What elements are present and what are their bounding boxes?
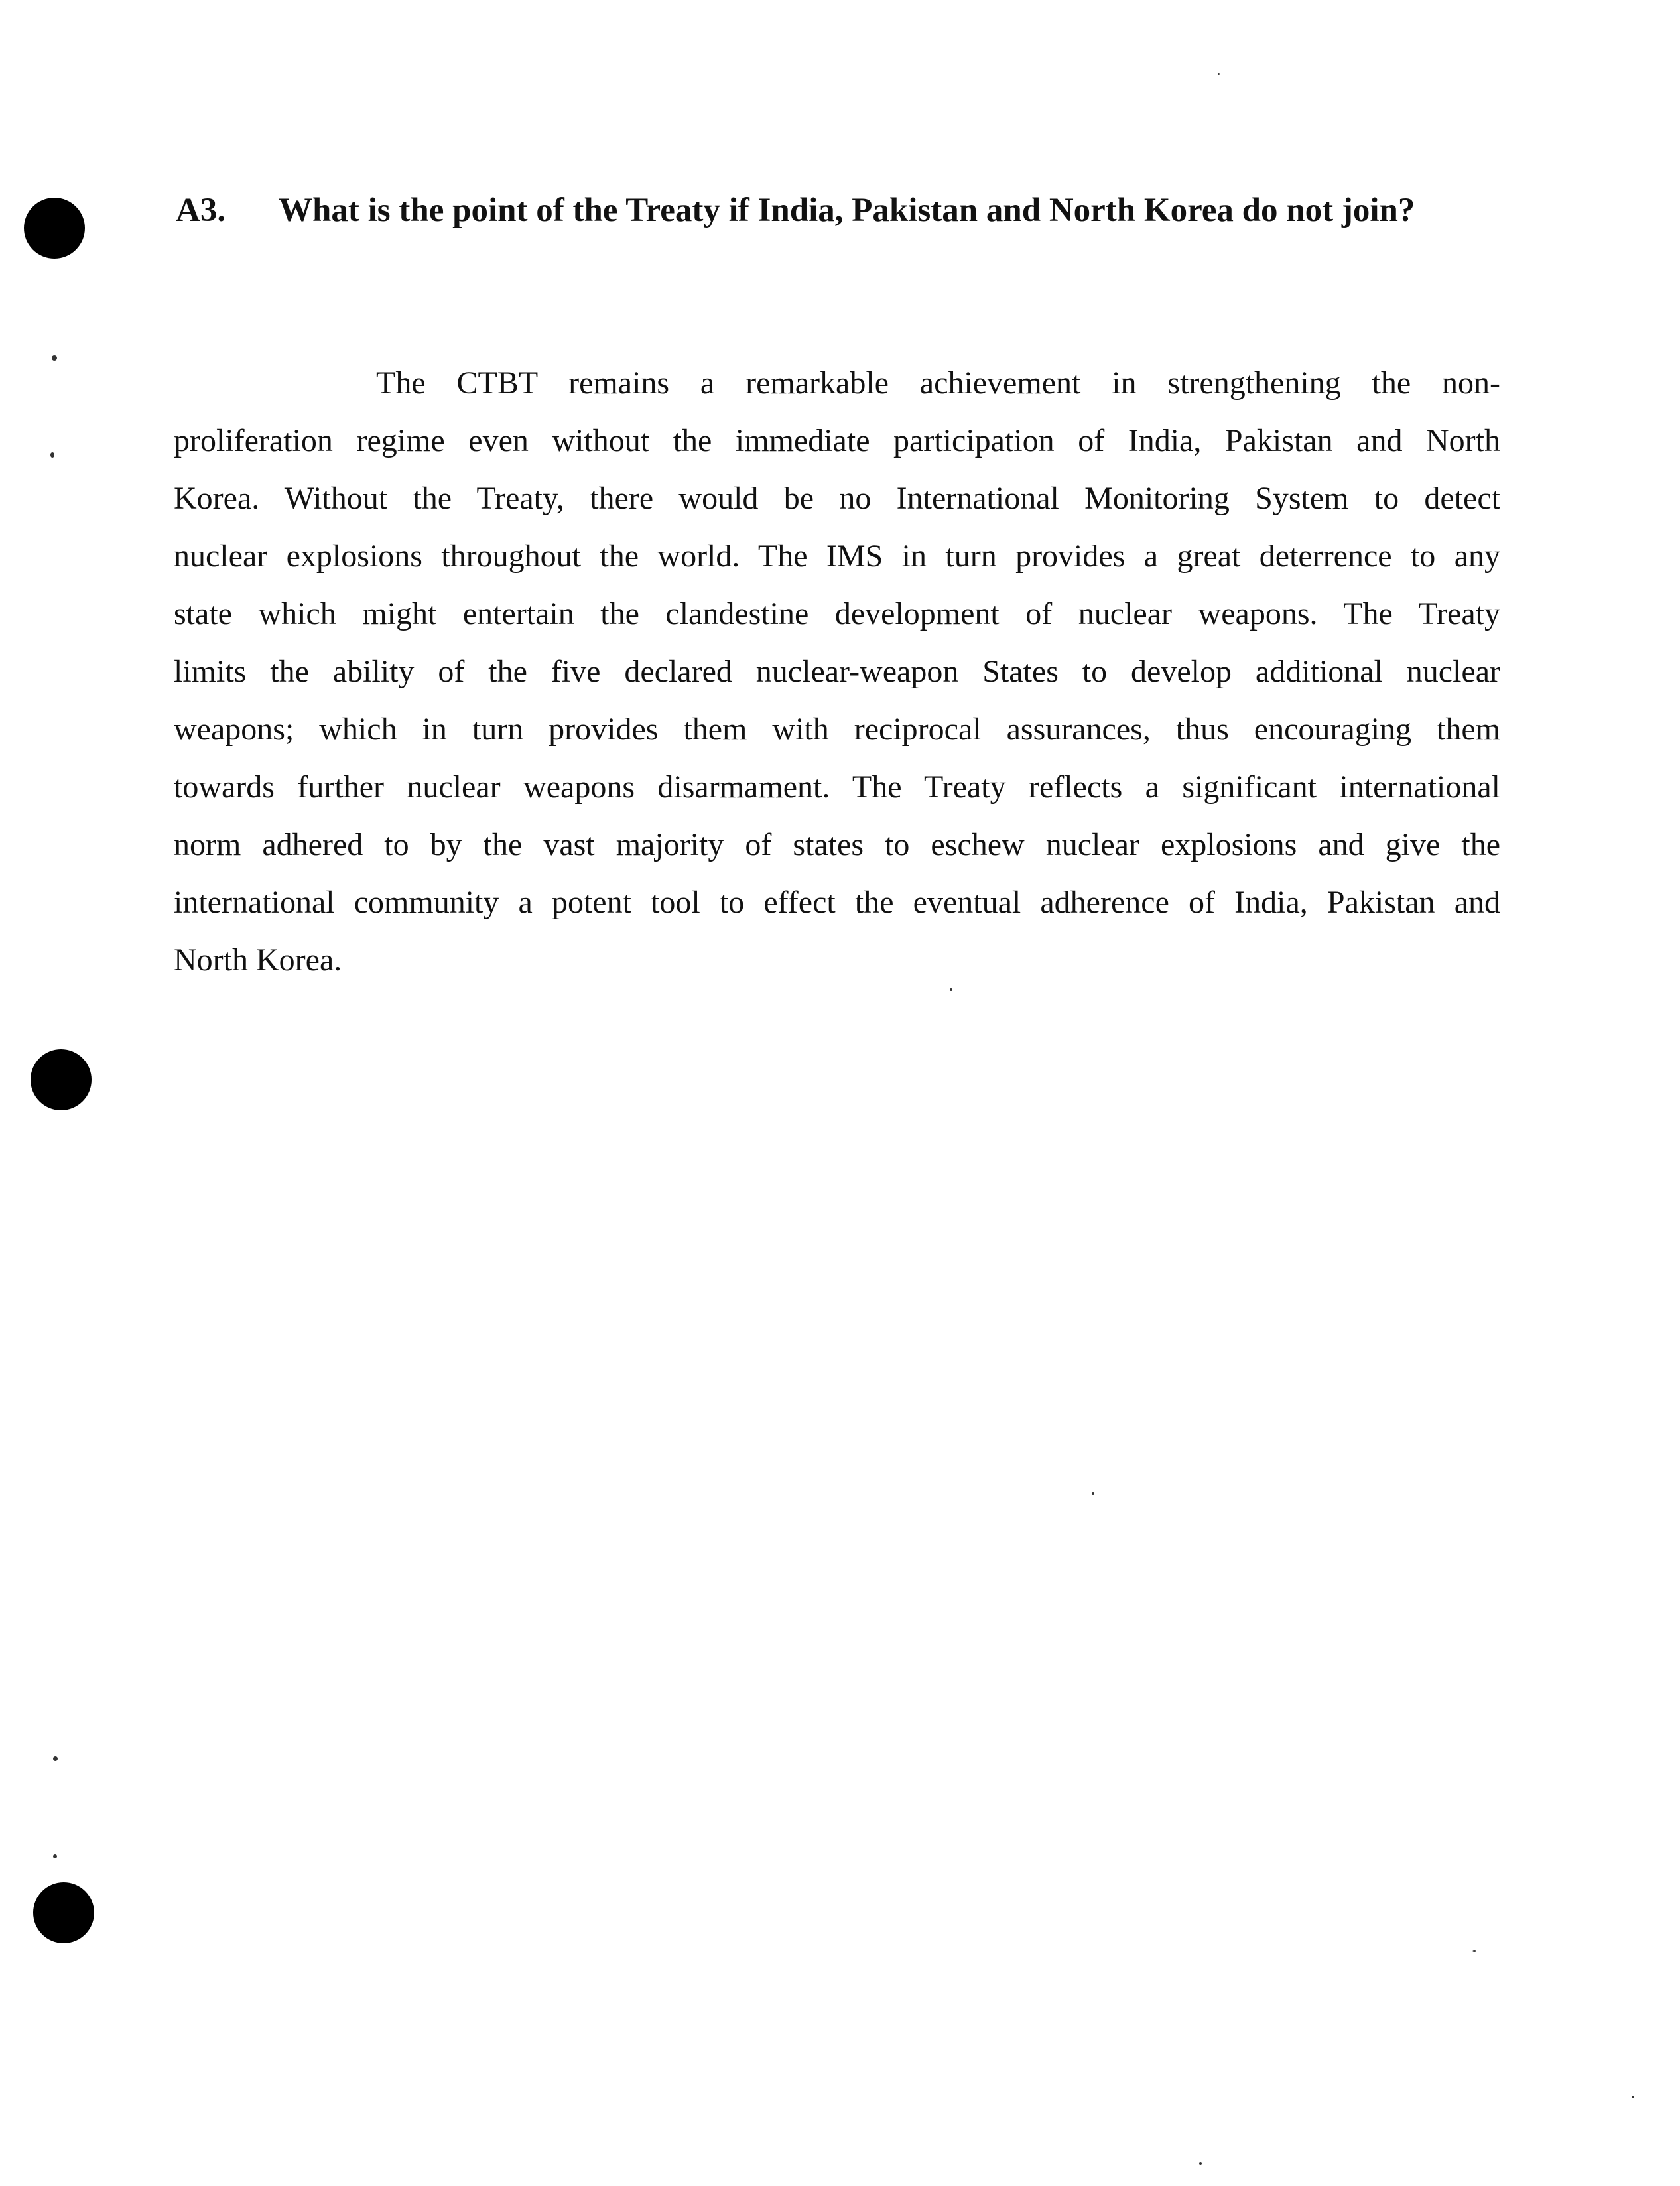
question-text: What is the point of the Treaty if India, Pakistan and North Korea do not join? <box>279 192 1415 229</box>
punch-hole <box>24 198 85 259</box>
scan-speck <box>1092 1492 1094 1495</box>
answer-line: Korea. Without the Treaty, there would be no International Monitoring System to detect <box>174 481 1500 516</box>
answer-line: norm adhered to by the vast majority of states to eschew nuclear explosions and give the <box>174 827 1500 862</box>
scan-speck <box>52 355 57 361</box>
answer-line: nuclear explosions throughout the world. The IMS in turn provides a great deterrence to any <box>174 539 1500 574</box>
answer-line: international community a potent tool to effect the eventual adherence of India, Pakistan and <box>174 885 1500 920</box>
answer-line: The CTBT remains a remarkable achievement in strengthening the non- <box>376 365 1500 401</box>
answer-line: weapons; which in turn provides them with reciprocal assurances, thus encouraging them <box>174 712 1500 747</box>
question-heading <box>176 187 1655 233</box>
scan-speck <box>53 1854 57 1858</box>
question-number: A3. <box>176 192 226 229</box>
scan-speck <box>1472 1950 1476 1952</box>
answer-paragraph <box>174 354 1500 989</box>
scan-speck <box>53 1756 58 1761</box>
answer-line: towards further nuclear weapons disarmament. The Treaty reflects a significant international <box>174 769 1500 804</box>
answer-line: limits the ability of the five declared nuclear-weapon States to develop additional nuclear <box>174 654 1500 689</box>
punch-hole <box>31 1049 92 1110</box>
punch-hole <box>33 1882 94 1943</box>
scan-speck <box>1218 73 1220 75</box>
scan-speck <box>1199 2162 1202 2165</box>
answer-line: North Korea. <box>174 942 342 978</box>
answer-line: proliferation regime even without the immediate participation of India, Pakistan and North <box>174 423 1500 458</box>
answer-line: state which might entertain the clandestine development of nuclear weapons. The Treaty <box>174 596 1500 631</box>
scan-speck <box>50 452 54 458</box>
scan-speck <box>1632 2096 1634 2098</box>
